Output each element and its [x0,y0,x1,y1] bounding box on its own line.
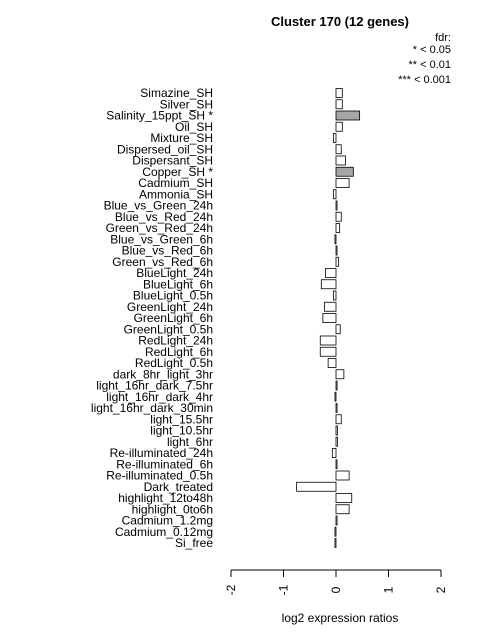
category-label: Si_free [174,536,213,550]
bar-28 [336,404,337,413]
category-label: Copper_SH * [142,164,213,179]
category-label: Re-illuminated_6h [116,457,213,472]
bar-26 [336,381,337,390]
bar-0 [336,89,342,98]
category-label: Blue_vs_Red_24h [114,209,213,224]
bar-18 [333,291,336,300]
bar-7 [336,167,353,176]
bar-1 [336,100,342,109]
bar-39 [335,527,336,536]
category-label: Cadmium_1.2mg [121,513,213,528]
legend-entry-1: * < 0.05 [412,44,451,56]
x-tick-label: -1 [276,584,291,596]
category-label: highlight_0to6h [131,502,213,517]
bar-11 [336,212,341,221]
bar-2 [336,111,360,120]
bar-19 [324,302,336,311]
category-label: light_6hr [166,434,213,449]
category-label: light_16hr_dark_7.5hr [96,378,213,393]
bar-22 [320,336,336,345]
bar-8 [336,179,349,188]
category-label: Silver_SH [159,97,213,112]
bar-31 [336,437,338,446]
category-label: highlight_12to48h [118,491,213,505]
category-label: dark_8hr_light_3hr [112,367,213,382]
category-label: BlueLight_24h [136,266,213,280]
category-label: light_10.5hr [150,423,213,438]
bar-4 [333,134,336,143]
category-label: Dispersant_SH [132,153,213,168]
category-label: Ammonia_SH [138,187,213,202]
bar-21 [336,325,340,334]
category-label: Re-illuminated_24h [109,446,213,460]
legend-entry-2: ** < 0.01 [408,59,451,71]
bar-13 [335,235,336,244]
category-label: GreenLight_6h [133,311,213,325]
bar-37 [336,505,349,514]
category-label: RedLight_0.5h [134,356,213,370]
x-tick-label: 2 [434,586,448,594]
category-label: Dispersed_oil_SH [116,142,213,157]
bar-15 [336,257,339,266]
bar-32 [332,449,336,458]
bar-24 [328,359,336,368]
category-label: Simazine_SH [140,86,213,100]
bar-40 [335,539,336,548]
bar-5 [336,145,341,154]
bar-14 [336,246,337,255]
category-label: Salinity_15ppt_SH * [106,108,213,123]
category-label: GreenLight_0.5h [123,322,213,337]
bar-36 [336,494,352,503]
x-axis-label: log2 expression ratios [281,611,399,625]
bar-34 [336,471,349,480]
bar-33 [336,460,337,469]
bar-38 [336,516,337,525]
category-label: Blue_vs_Green_24h [103,198,213,213]
category-label: GreenLight_24h [126,299,213,314]
x-axis [224,570,448,595]
bar-3 [336,122,342,131]
chart-legend [398,32,451,86]
x-tick-label: -2 [224,584,238,596]
category-label: Blue_vs_Green_6h [110,232,213,247]
category-label: light_16hr_dark_4hr [106,389,213,404]
bar-29 [336,415,341,424]
bar-27 [335,392,336,401]
bar-35 [297,482,336,491]
category-label: Dark_treated [143,479,213,494]
bar-25 [336,370,344,379]
category-label: BlueLight_6h [142,277,213,292]
category-label: RedLight_6h [144,344,213,359]
x-tick-label: 1 [381,586,396,594]
category-label: Oil_SH [174,119,213,134]
bar-20 [323,314,336,323]
category-label: Blue_vs_Red_6h [121,243,213,258]
x-tick-label: 0 [329,586,343,594]
category-label: Re-illuminated_0.5h [106,468,213,483]
bar-16 [326,269,337,278]
category-label: Cadmium_SH [138,176,213,190]
category-labels [91,86,213,550]
bar-30 [336,426,338,435]
bars-group [297,89,360,548]
category-label: Green_vs_Red_6h [112,254,213,269]
bar-12 [336,224,340,233]
bar-23 [320,347,336,356]
category-label: Cadmium_0.12mg [114,524,213,539]
category-label: Green_vs_Red_24h [105,221,213,235]
bar-9 [333,190,336,199]
bar-6 [336,156,345,165]
category-label: Mixture_SH [150,131,213,145]
category-label: RedLight_24h [138,333,213,348]
bar-10 [336,201,337,210]
legend-title: fdr: [435,32,451,44]
category-label: light_16hr_dark_30min [90,401,213,415]
category-label: light_15.5hr [150,412,213,427]
legend-entry-3: *** < 0.001 [398,74,451,86]
bar-17 [321,280,336,289]
category-label: BlueLight_0.5h [132,288,213,303]
chart-title: Cluster 170 (12 genes) [270,14,410,29]
